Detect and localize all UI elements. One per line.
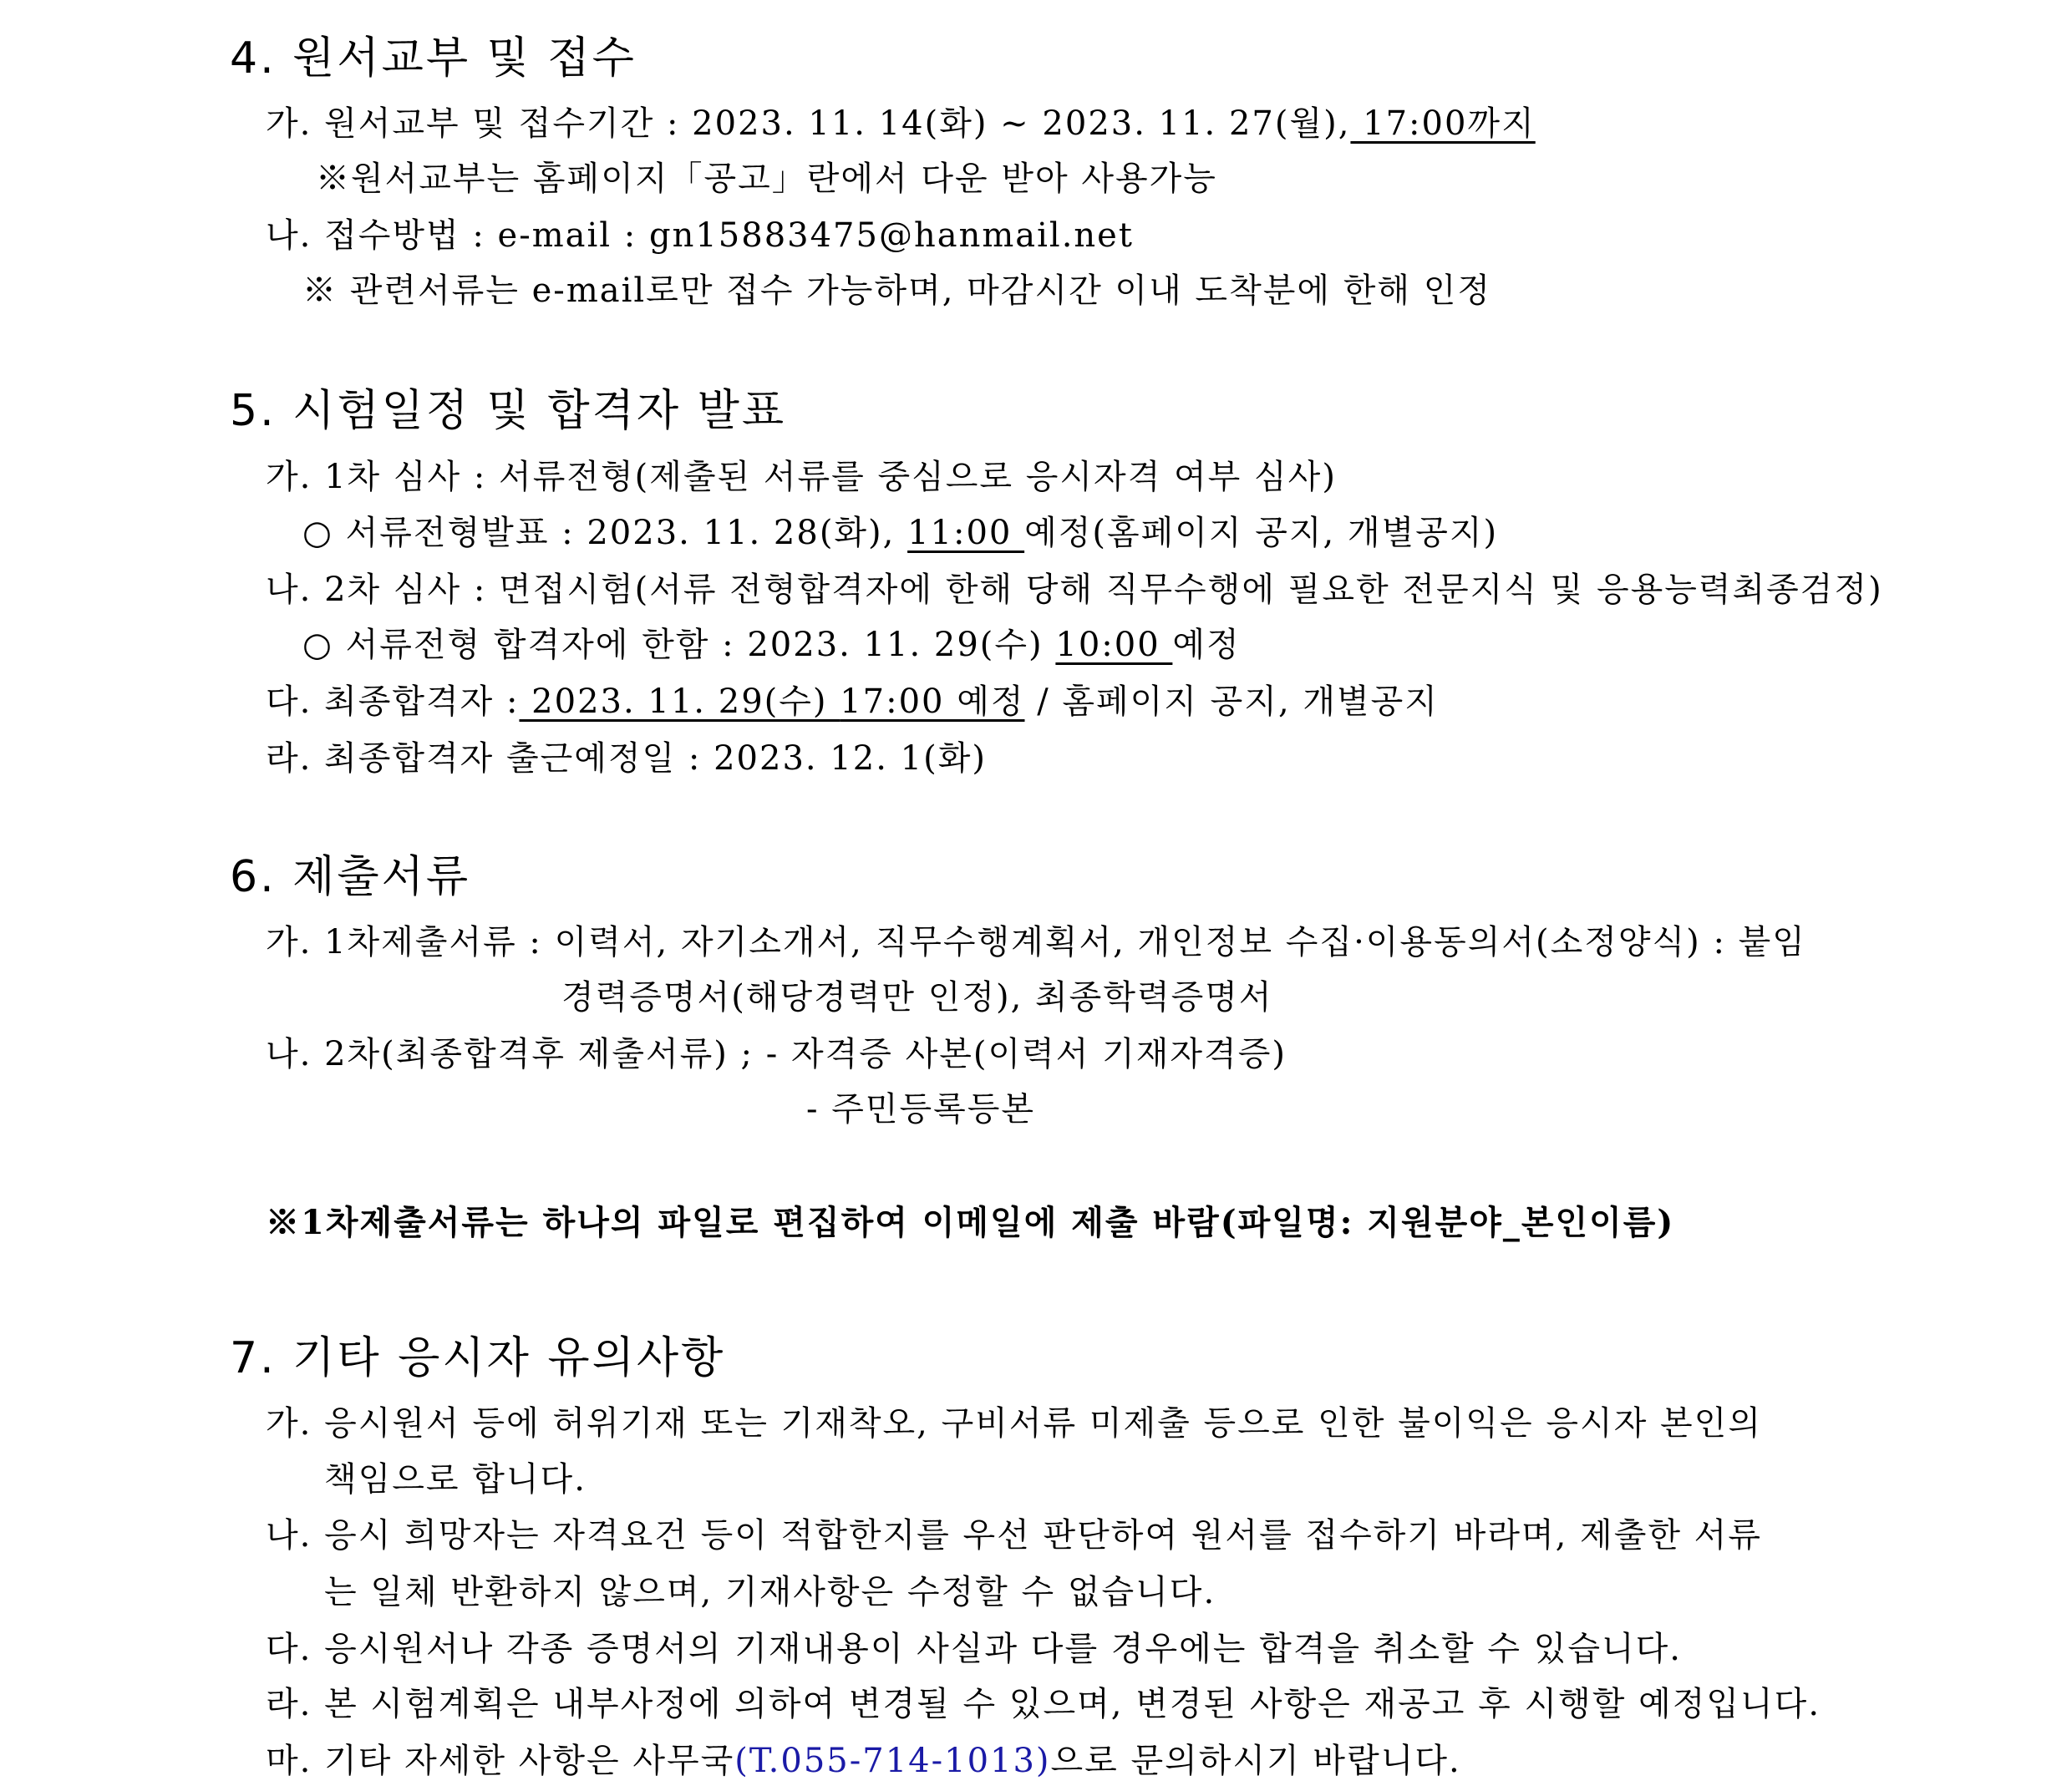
s5-item-c: 다. 최종합격자 : 2023. 11. 29(수) 17:00 예정 / 홈페이지 공지, 개별공지 [266, 682, 1439, 721]
section-7-title: 7. 기타 응시자 유의사항 [230, 1333, 726, 1383]
section-5-title: 5. 시험일정 및 합격자 발표 [230, 386, 787, 436]
section-4-title: 4. 원서교부 및 접수 [230, 33, 637, 84]
s6-item-a: 가. 1차제출서류 : 이력서, 자기소개서, 직무수행계획서, 개인정보 수집·이용동의서(소정양식) : 붙임 [266, 923, 1806, 961]
s7-item-c: 다. 응시원서나 각종 증명서의 기재내용이 사실과 다를 경우에는 합격을 취소할 수 있습니다. [266, 1630, 1682, 1668]
s5-item-a1: ○ 서류전형발표 : 2023. 11. 28(화), 11:00 예정(홈페이지 공지, 개별공지) [302, 514, 1499, 552]
s7-item-e: 마. 기타 자세한 사항은 사무국(T.055-714-1013)으로 문의하시기 바랍니다. [266, 1742, 1461, 1780]
s6-item-b-cont: - 주민등록등본 [806, 1090, 1036, 1129]
s5-item-b1: ○ 서류전형 합격자에 한함 : 2023. 11. 29(수) 10:00 예정 [302, 626, 1241, 664]
s7-item-a: 가. 응시원서 등에 허위기재 또는 기재착오, 구비서류 미제출 등으로 인한 불이익은 응시자 본인의 [266, 1404, 1762, 1443]
s5-item-d: 라. 최종합격자 출근예정일 : 2023. 12. 1(화) [266, 739, 987, 778]
s6-item-b: 나. 2차(최종합격후 제출서류) ; - 자격증 사본(이력서 기재자격증) [266, 1035, 1287, 1073]
s4-note-2: ※ 관련서류는 e-mail로만 접수 가능하며, 마감시간 이내 도착분에 한해 인정 [302, 271, 1491, 310]
s6-note: ※1차제출서류는 하나의 파일로 편집하여 이메일에 제출 바람(파일명: 지원분야_본인이름) [266, 1203, 1675, 1242]
section-6-title: 6. 제출서류 [230, 852, 471, 902]
s7-item-d: 라. 본 시험계획은 내부사정에 의하여 변경될 수 있으며, 변경된 사항은 재공고 후 시행할 예정입니다. [266, 1685, 1821, 1723]
s6-item-a-cont: 경력증명서(해당경력만 인정), 최종학력증명서 [561, 978, 1273, 1017]
s5-item-b: 나. 2차 심사 : 면접시험(서류 전형합격자에 한해 당해 직무수행에 필요한 전문지식 및 응용능력최종검정) [266, 571, 1883, 609]
s4-item-b: 나. 접수방법 : e-mail : gn15883475@hanmail.net [266, 216, 1134, 255]
s4-note-1: ※원서교부는 홈페이지「공고」란에서 다운 받아 사용가능 [316, 160, 1217, 198]
s4-item-a: 가. 원서교부 및 접수기간 : 2023. 11. 14(화) ~ 2023. 11. 27(월), 17:00까지 [266, 104, 1536, 143]
s5-item-a: 가. 1차 심사 : 서류전형(제출된 서류를 중심으로 응시자격 여부 심사) [266, 458, 1337, 496]
s7-item-a-cont: 책임으로 합니다. [324, 1460, 587, 1499]
contact-phone: (T.055-714-1013) [734, 1742, 1051, 1780]
s7-item-b-cont: 는 일체 반환하지 않으며, 기재사항은 수정할 수 없습니다. [324, 1573, 1216, 1611]
s7-item-b: 나. 응시 희망자는 자격요건 등이 적합한지를 우선 판단하여 원서를 접수하기 바라며, 제출한 서류 [266, 1516, 1762, 1555]
